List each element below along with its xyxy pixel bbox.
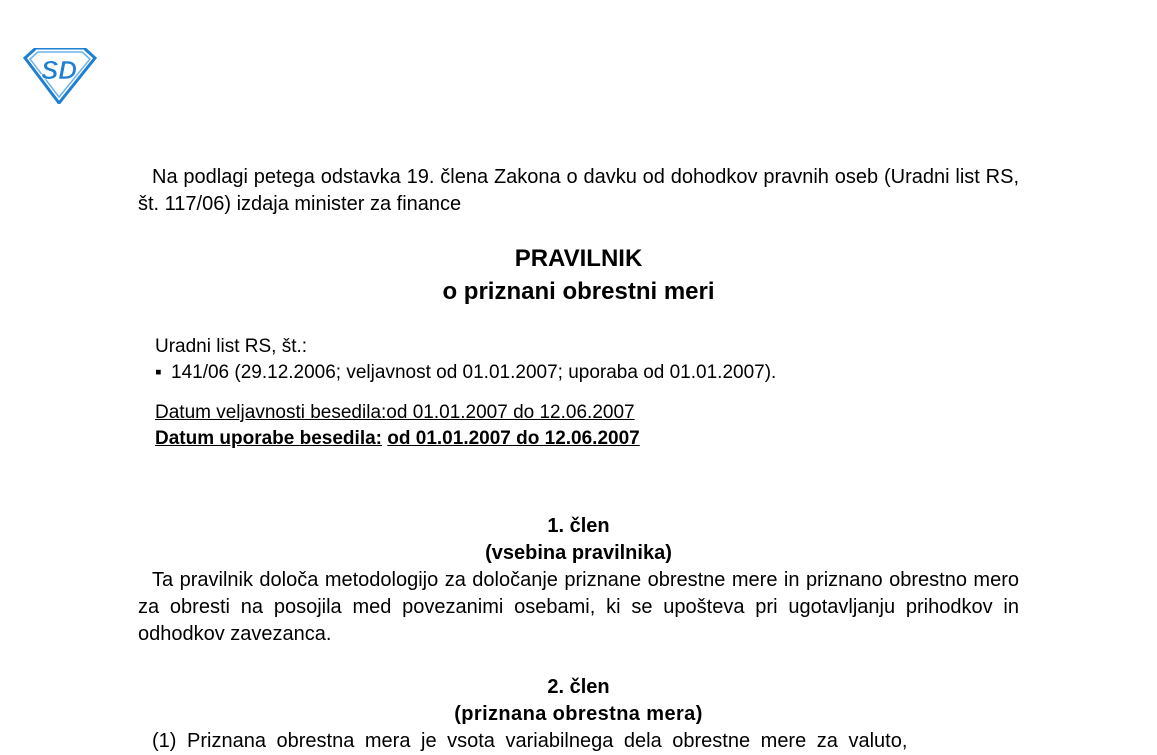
- logo-text: SD: [40, 55, 78, 85]
- document-title: [138, 242, 1019, 308]
- gazette-entry-row: [155, 360, 1019, 386]
- article-2-number: 2. člen: [547, 676, 610, 698]
- article-2-header: [138, 674, 1019, 728]
- validity-label: Datum veljavnosti besedila:: [155, 402, 387, 423]
- document-page: [138, 164, 1019, 755]
- validity-date-row: [155, 400, 1019, 426]
- intro-paragraph: Na podlagi petega odstavka 19. člena Zakona o davku od dohodkov pravnih oseb (Uradni list RS, št. 117/06) izdaja minister za finance: [138, 166, 1019, 215]
- usage-date-row: [155, 426, 1019, 452]
- text-dates: [138, 400, 1019, 452]
- bullet-icon: ▪: [155, 362, 162, 383]
- gazette-label: Uradni list RS, št.:: [155, 336, 308, 357]
- gazette-entry: 141/06 (29.12.2006; veljavnost od 01.01.2007; uporaba od 01.01.2007).: [171, 362, 777, 383]
- gazette-info: [138, 334, 1019, 386]
- article-1-number: 1. člen: [547, 515, 610, 537]
- article-1-header: [138, 513, 1019, 567]
- sd-diamond-logo-icon: [22, 48, 98, 104]
- article-2-heading: (priznana obrestna mera): [454, 703, 703, 725]
- validity-value: od 01.01.2007 do 12.06.2007: [386, 402, 635, 423]
- article-2-text: (1) Priznana obrestna mera je vsota variabilnega dela obrestne mere za valuto,: [152, 730, 908, 752]
- article-1-text: Ta pravilnik določa metodologijo za določanje priznane obrestne mere in priznano obrestno mero za obresti na posojila med povezanimi osebami, ki se upošteva pri ugotavljanju prihodkov in odhodkov zavezanca.: [138, 569, 1019, 645]
- usage-value: od 01.01.2007 do 12.06.2007: [387, 428, 640, 449]
- title-line-2: o priznani obrestni meri: [442, 278, 715, 305]
- logo: [22, 48, 98, 104]
- article-1-heading: (vsebina pravilnika): [485, 542, 672, 564]
- usage-label: Datum uporabe besedila:: [155, 428, 382, 449]
- title-line-1: PRAVILNIK: [514, 245, 643, 272]
